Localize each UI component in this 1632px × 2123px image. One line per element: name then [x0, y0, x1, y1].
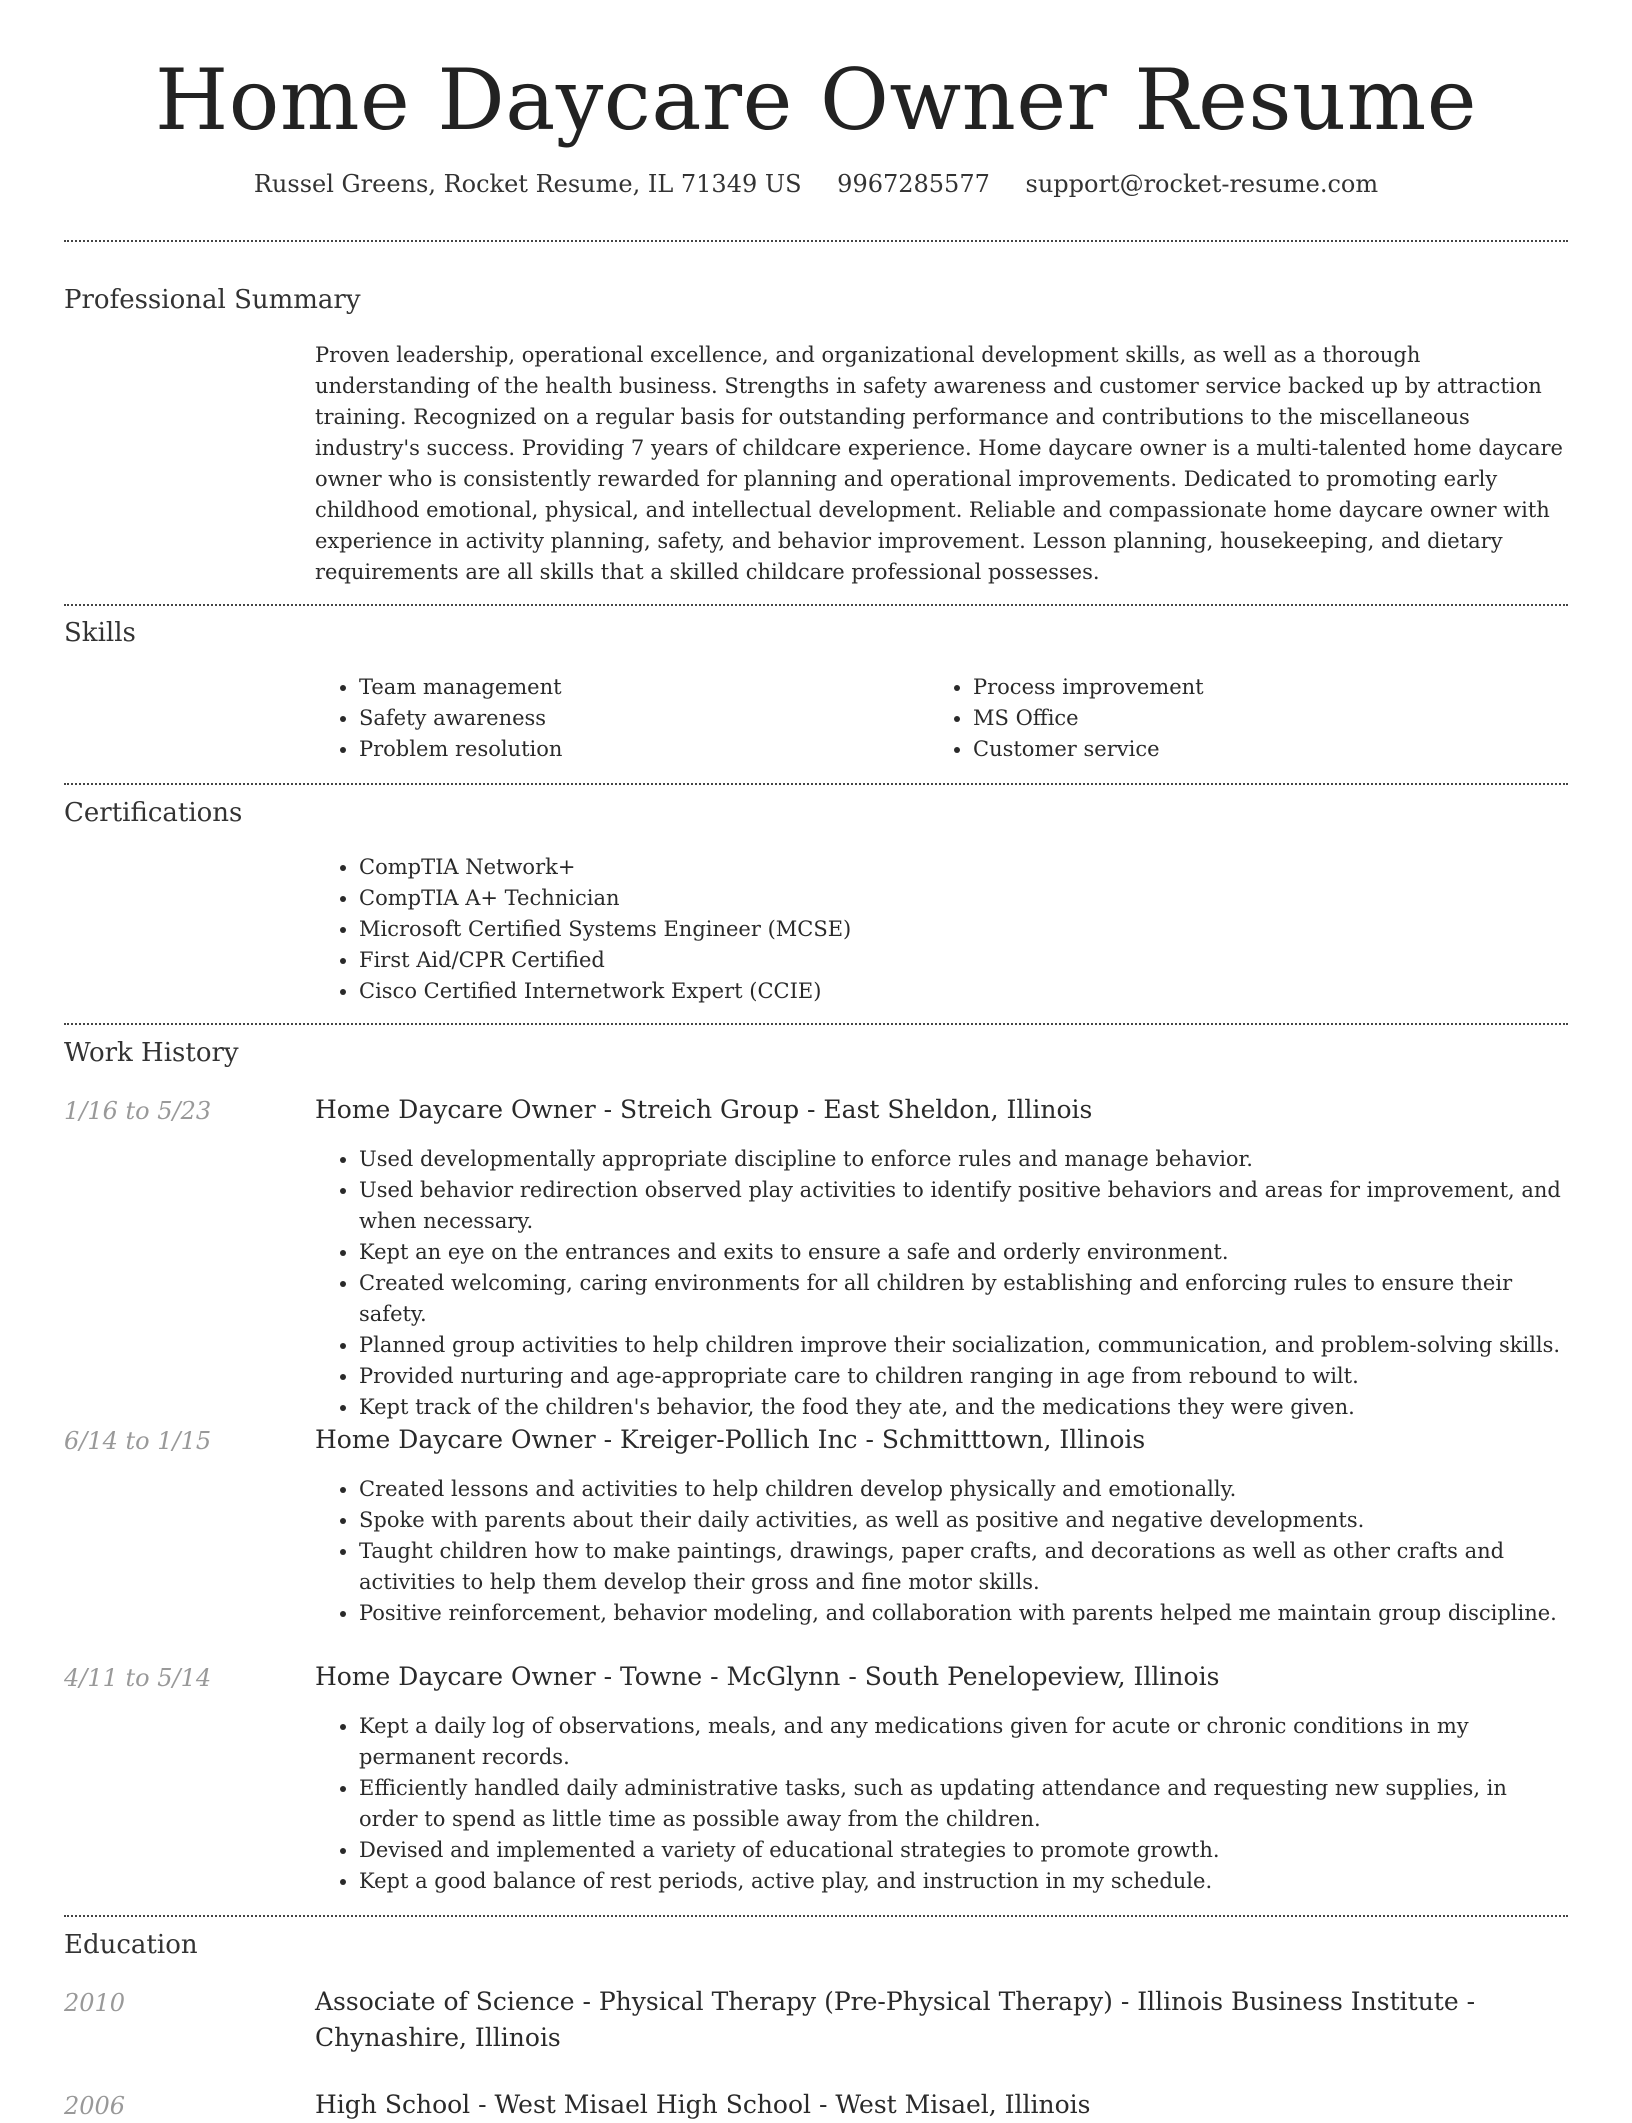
divider: [64, 1915, 1568, 1917]
job-bullet: • Kept track of the children's behavior, the food they ate, and the medications they were given.: [359, 1392, 1568, 1423]
job-dates: 1/16 to 5/23: [64, 1097, 212, 1125]
divider: [64, 1023, 1568, 1025]
summary-section: [315, 340, 1568, 588]
contact-line: [0, 168, 1632, 200]
section-title-education: Education: [64, 1930, 198, 1960]
job-heading: Home Daycare Owner - Kreiger-Pollich Inc - Schmitttown, Illinois: [315, 1425, 1146, 1454]
job-bullet: • Positive reinforcement, behavior modeling, and collaboration with parents helped me maintain group discipline.: [359, 1598, 1568, 1629]
job-heading: Home Daycare Owner - Streich Group - East Sheldon, Illinois: [315, 1095, 1093, 1124]
summary-text: Proven leadership, operational excellence, and organizational development skills, as well as a thorough understanding of the health business. Strengths in safety awareness and customer service backed up by attraction training. Recognized on a regular basis for outstanding performance and contributions to the miscellaneous industry's success. Providing 7 years of childcare experience. Home daycare owner is a multi-talented home daycare owner who is consistently rewarded for planning and operational improvements. Dedicated to promoting early childhood emotional, physical, and intellectual development. Reliable and compassionate home daycare owner with experience in activity planning, safety, and behavior improvement. Lesson planning, housekeeping, and dietary requirements are all skills that a skilled childcare professional possesses.: [315, 343, 1563, 584]
page-title: Home Daycare Owner Resume: [155, 51, 1477, 149]
certification-item: • Cisco Certified Internetwork Expert (CCIE): [359, 976, 1568, 1007]
skill-item: • Process improvement: [973, 672, 1204, 703]
job-bullet: • Planned group activities to help children improve their socialization, communication, and problem-solving skills.: [359, 1330, 1568, 1361]
job-bullet: • Kept a good balance of rest periods, active play, and instruction in my schedule.: [359, 1866, 1568, 1897]
job-bullet: • Provided nurturing and age-appropriate care to children ranging in age from rebound to wilt.: [359, 1361, 1568, 1392]
job-bullet: • Kept an eye on the entrances and exits to ensure a safe and orderly environment.: [359, 1237, 1568, 1268]
skill-item: • Team management: [359, 672, 562, 703]
job-bullet: • Kept a daily log of observations, meals, and any medications given for acute or chronic conditions in my permanent records.: [359, 1711, 1568, 1773]
job-bullet: • Taught children how to make paintings, drawings, paper crafts, and decorations as well as other crafts and activities to help them develop their gross and fine motor skills.: [359, 1536, 1568, 1598]
job-bullets: [315, 1711, 1568, 1897]
education-year: 2010: [64, 1989, 126, 2017]
certification-item: • CompTIA Network+: [359, 852, 1568, 883]
job-bullets: [315, 1474, 1568, 1629]
contact-phone: 9967285577: [837, 170, 990, 198]
divider: [64, 604, 1568, 606]
section-title-work-history: Work History: [64, 1038, 239, 1068]
job-dates: 6/14 to 1/15: [64, 1427, 212, 1455]
job-dates: 4/11 to 5/14: [64, 1664, 212, 1692]
education-heading: High School - West Misael High School - West Misael, Illinois: [315, 2090, 1091, 2119]
contact-address: Russel Greens, Rocket Resume, IL 71349 US: [253, 170, 802, 198]
certification-item: • CompTIA A+ Technician: [359, 883, 1568, 914]
job-bullets: [315, 1144, 1568, 1423]
job-bullet: • Spoke with parents about their daily activities, as well as positive and negative developments.: [359, 1505, 1568, 1536]
divider: [64, 783, 1568, 785]
certification-item: • Microsoft Certified Systems Engineer (MCSE): [359, 914, 1568, 945]
job-bullet: • Created lessons and activities to help children develop physically and emotionally.: [359, 1474, 1568, 1505]
education-year: 2006: [64, 2092, 126, 2120]
education-heading: Associate of Science - Physical Therapy (Pre-Physical Therapy) - Illinois Business Institute - Chynashire, Illinois: [315, 1987, 1476, 2052]
skills-list-right: [929, 672, 1204, 765]
skill-item: • Problem resolution: [359, 734, 562, 765]
job-bullet: • Efficiently handled daily administrative tasks, such as updating attendance and requesting new supplies, in order to spend as little time as possible away from the children.: [359, 1773, 1568, 1835]
job-bullet: • Created welcoming, caring environments for all children by establishing and enforcing rules to ensure their safety.: [359, 1268, 1568, 1330]
divider: [64, 240, 1568, 242]
job-heading: Home Daycare Owner - Towne - McGlynn - South Penelopeview, Illinois: [315, 1662, 1220, 1691]
skill-item: • Safety awareness: [359, 703, 562, 734]
certification-item: • First Aid/CPR Certified: [359, 945, 1568, 976]
contact-email: support@rocket-resume.com: [1025, 170, 1379, 198]
skill-item: • MS Office: [973, 703, 1204, 734]
skill-item: • Customer service: [973, 734, 1204, 765]
skills-list-left: [315, 672, 562, 765]
section-title-summary: Professional Summary: [64, 285, 361, 315]
job-bullet: • Used behavior redirection observed play activities to identify positive behaviors and areas for improvement, and when necessary.: [359, 1175, 1568, 1237]
job-bullet: • Devised and implemented a variety of educational strategies to promote growth.: [359, 1835, 1568, 1866]
job-bullet: • Used developmentally appropriate discipline to enforce rules and manage behavior.: [359, 1144, 1568, 1175]
certifications-section: [315, 852, 1568, 1007]
section-title-skills: Skills: [64, 618, 136, 648]
section-title-certifications: Certifications: [64, 798, 243, 828]
